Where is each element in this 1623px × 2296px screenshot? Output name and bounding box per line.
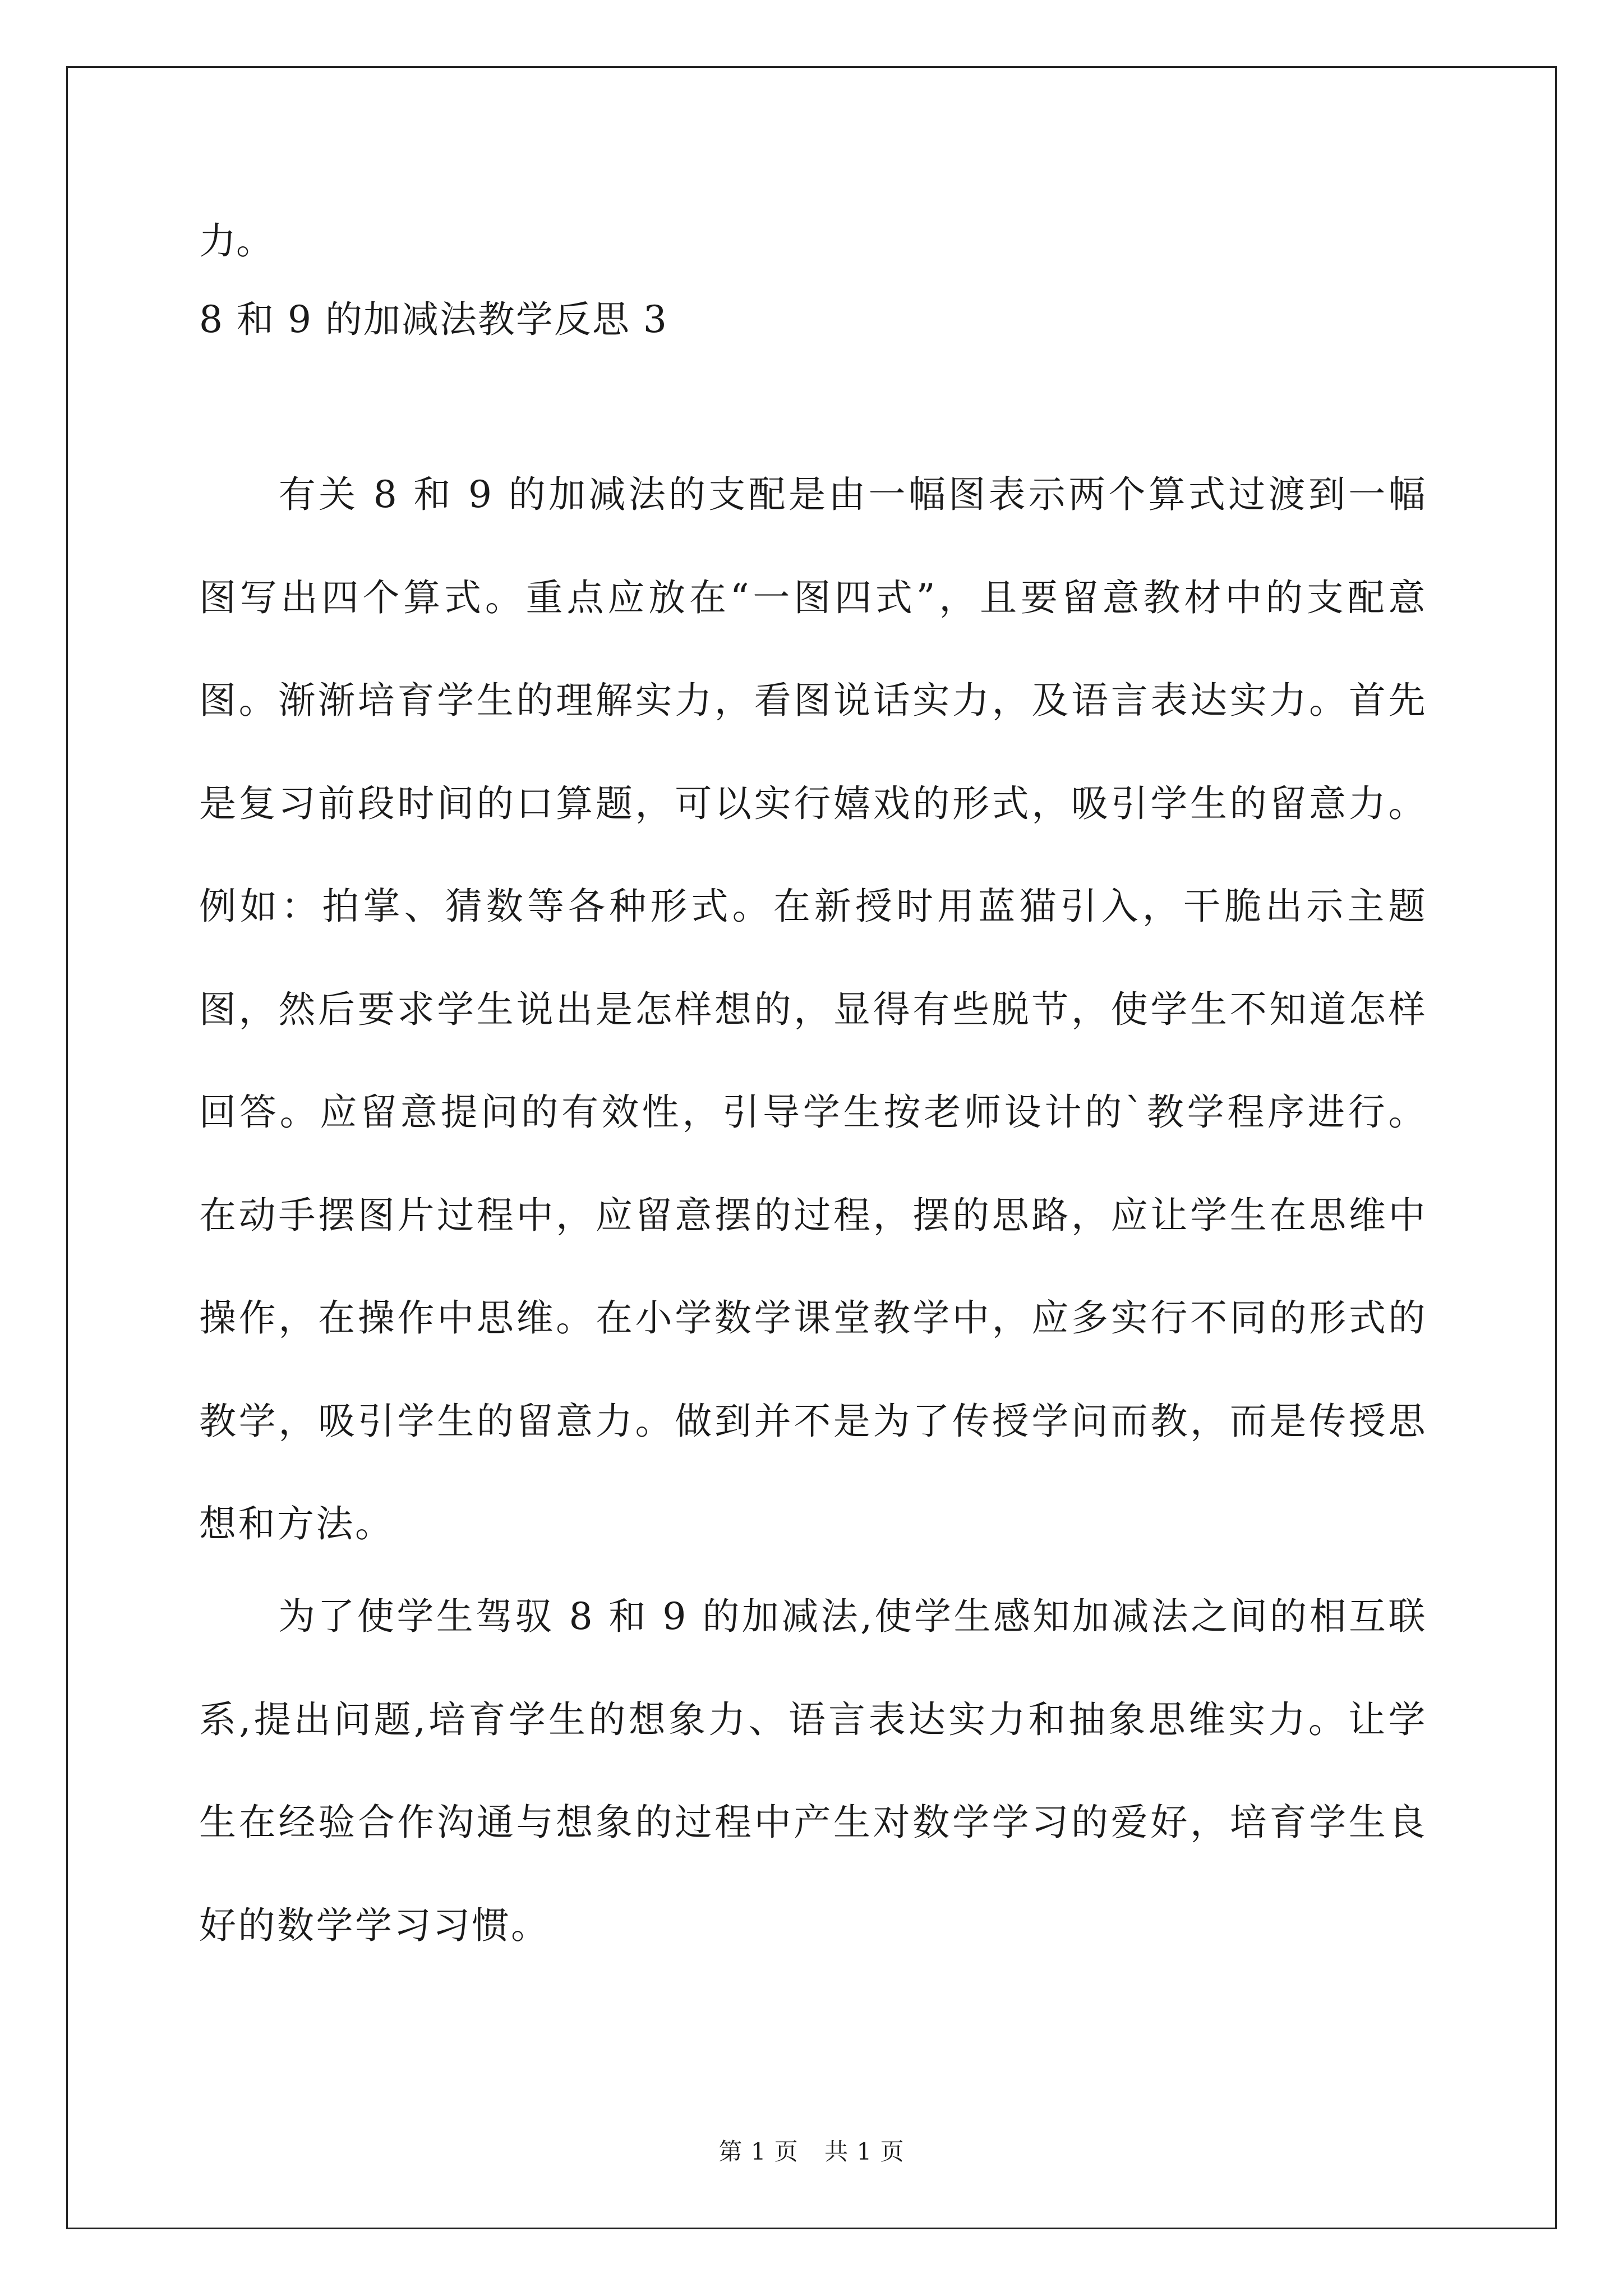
paragraph-2 [199,1565,1427,1977]
page-total: 共 1 页 [824,2138,905,2165]
page-number: 第 1 页 [718,2138,799,2165]
paragraph-2-text: 为了使学生驾驭 8 和 9 的加减法,使学生感知加减法之间的相互联系,提出问题,培育学生的想象力、语言表达实力和抽象思维实力。让学生在经验合作沟通与想象的过程中产生对数学学习的爱好，培育学生良好的数学学习习惯。 [199,1595,1427,1947]
lead-text: 力。 [199,219,273,263]
page-footer [0,2136,1623,2168]
paragraph-1 [199,443,1427,1576]
paragraph-1-text: 有关 8 和 9 的加减法的支配是由一幅图表示两个算式过渡到一幅图写出四个算式。重点应放在“一图四式”，且要留意教材中的支配意图。渐渐培育学生的理解实力，看图说话实力，及语言表达实力。首先是复习前段时间的口算题，可以实行嬉戏的形式，吸引学生的留意力。例如：拍掌、猜数等各种形式。在新授时用蓝猫引入，干脆出示主题图，然后要求学生说出是怎样想的，显得有些脱节，使学生不知道怎样回答。应留意提问的有效性，引导学生按老师设计的`教学程序进行。在动手摆图片过程中，应留意摆的过程，摆的思路，应让学生在思维中操作，在操作中思维。在小学数学课堂教学中，应多实行不同的形式的教学，吸引学生的留意力。做到并不是为了传授学问而教，而是传授思想和方法。 [199,473,1427,1545]
section-heading: 8 和 9 的加减法教学反思 3 [199,298,668,341]
